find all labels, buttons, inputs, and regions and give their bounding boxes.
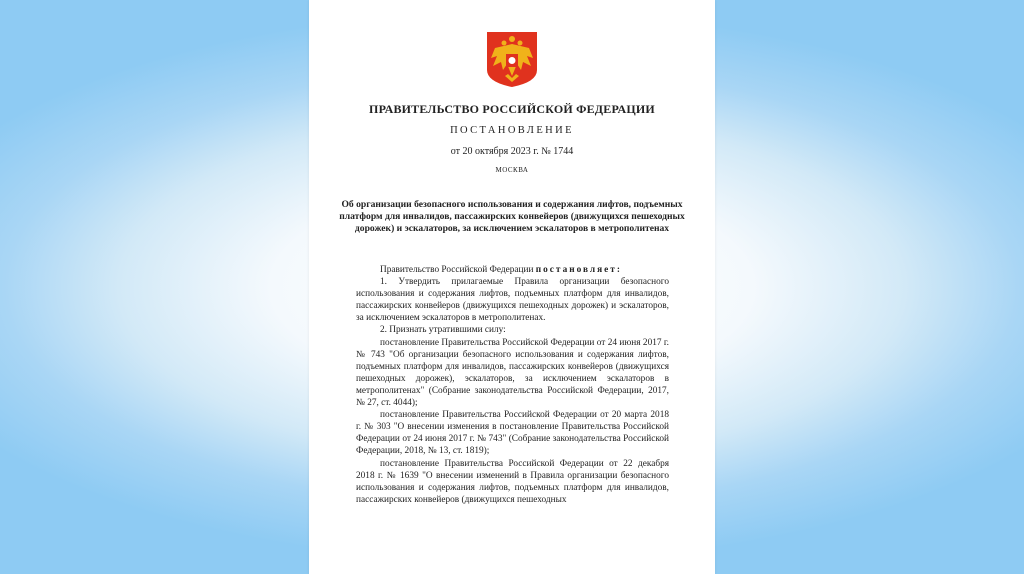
paragraph: постановление Правительства Российской Федерации от 22 декабря 2018 г. № 1639 "О внесении изменений в Правила организации безопасного использования и содержания лифтов, подъемных платформ для инвалидов, пассажирских конвейеров (движущихся пешеходных xyxy=(356,458,669,505)
document-title: Об организации безопасного использования и содержания лифтов, подъемных платформ для инвалидов, пассажирских конвейеров (движущихся пешеходных дорожек) и эскалаторов, за исключением эскалаторов в метрополитенах xyxy=(339,199,685,235)
paragraph: 2. Признать утратившими силу: xyxy=(380,325,506,336)
paragraph: постановление Правительства Российской Федерации от 24 июня 2017 г. № 743 "Об организации безопасного использования и содержания лифтов, подъемных платформ для инвалидов, пассажирских конвейеров (движущихся пешеходных дорожек), эскалаторов, за исключением эскалаторов в метрополитенах" (Собрание законодательства Российской Федерации, 2017, № 27, ст. 4044); xyxy=(356,337,669,409)
city: МОСКВА xyxy=(495,166,529,174)
paragraph: постановление Правительства Российской Федерации от 20 марта 2018 г. № 303 "О внесении изменения в постановление Правительства Российской Федерации от 24 июня 2017 г. № 743" (Собрание законодательства Российской Федерации, 2018, № 13, ст. 1819); xyxy=(356,410,669,457)
document-body xyxy=(356,264,669,506)
document-page xyxy=(309,0,715,574)
intro-emphasis: постановляет: xyxy=(535,265,622,275)
intro-text: Правительство Российской Федерации xyxy=(380,265,536,275)
intro-paragraph xyxy=(356,264,669,276)
document-type: ПОСТАНОВЛЕНИЕ xyxy=(450,125,574,136)
coat-of-arms-icon xyxy=(485,30,539,88)
date-and-number: от 20 октября 2023 г. № 1744 xyxy=(450,146,574,157)
paragraph: 1. Утвердить прилагаемые Правила организации безопасного использования и содержания лифтов, подъемных платформ для инвалидов, пассажирских конвейеров (движущихся пешеходных дорожек) и эскалаторов, за исключением эскалаторов в метрополитенах. xyxy=(356,277,669,324)
government-heading: ПРАВИТЕЛЬСТВО РОССИЙСКОЙ ФЕДЕРАЦИИ xyxy=(369,102,655,116)
